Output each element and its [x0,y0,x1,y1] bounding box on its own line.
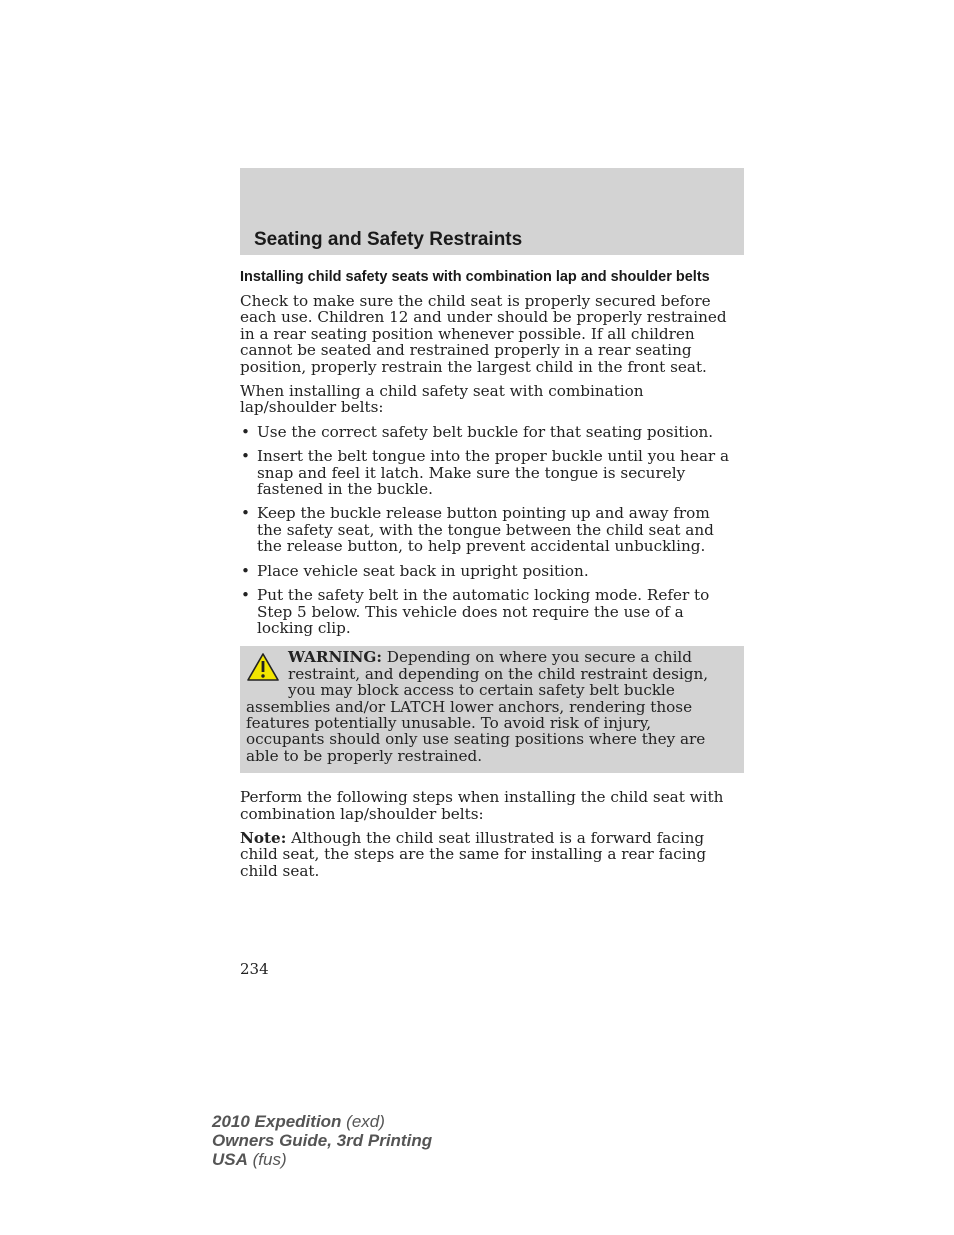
page-number: 234 [240,960,269,978]
note-paragraph [240,830,735,879]
list-item [240,563,735,579]
warning-text: Depending on where you secure a child restraint, and depending on the child restraint design, you may block access to certain safety belt buckle assemblies and/or LATCH lower anchors, rendering those features potentially unusable. To avoid risk of injury, occupants should only use seating positions where they are able to be properly restrained. [246,648,709,765]
steps-intro-paragraph: Perform the following steps when installing the child seat with combination lap/shoulder belts: [240,788,724,823]
warning-box [240,646,744,773]
bullet-dot: • [241,422,250,441]
section-header-band [240,168,744,255]
page-content [240,269,735,887]
footer-market: USA [212,1150,248,1169]
warning-triangle-icon [246,652,280,682]
footer-model-code: (exd) [341,1112,385,1131]
section-title: Seating and Safety Restraints [254,229,523,250]
footer-model: 2010 Expedition [212,1112,342,1131]
bullet-dot: • [241,504,250,523]
list-item [240,448,735,497]
footer-market-code: (fus) [247,1150,287,1169]
list-item-text: Keep the buckle release button pointing up and away from the safety seat, with the tongue between the child seat and the release button, to help prevent accidental unbuckling. [257,504,714,556]
intro-paragraph: Check to make sure the child seat is properly secured before each use. Children 12 and under should be properly restrained in a rear seating position whenever possible. If all children cannot be seated and restrained properly in a rear seating position, properly restrain the largest child in the front seat. [240,292,727,376]
list-item [240,587,735,636]
bullet-dot: • [241,447,250,466]
note-text: Although the child seat illustrated is a forward facing child seat, the steps are the same for installing a rear facing child seat. [240,828,707,880]
footer-line-1 [212,1112,432,1131]
bullet-dot: • [241,586,250,605]
list-item-text: Place vehicle seat back in upright position. [257,561,589,580]
list-item-text: Insert the belt tongue into the proper buckle until you hear a snap and feel it latch. Make sure the tongue is securely fastened in the buckle. [257,447,730,499]
subheading: Installing child safety seats with combination lap and shoulder belts [240,269,710,285]
list-item [240,505,735,554]
list-item [240,424,735,440]
footer-line-3 [212,1150,432,1169]
list-item-text: Use the correct safety belt buckle for that seating position. [257,422,714,441]
footer-guide: Owners Guide, 3rd Printing [212,1131,433,1150]
note-label: Note: [240,828,287,847]
list-item-text: Put the safety belt in the automatic locking mode. Refer to Step 5 below. This vehicle does not require the use of a locking clip. [257,586,710,637]
lead-in-paragraph: When installing a child safety seat with combination lap/shoulder belts: [240,382,644,417]
document-footer [212,1112,432,1169]
footer-line-2 [212,1131,432,1150]
bullet-dot: • [241,561,250,580]
bullet-list [240,424,735,636]
warning-label: WARNING: [288,648,382,667]
